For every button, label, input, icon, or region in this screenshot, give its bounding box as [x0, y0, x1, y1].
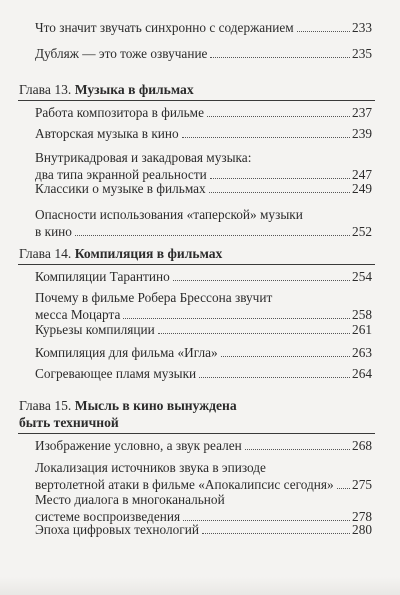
dot-leader — [210, 178, 350, 179]
chapter-number: Глава 13. — [19, 82, 72, 97]
entry-title-line: Внутрикадровая и закадровая музыка: — [35, 150, 252, 165]
toc-entry[interactable] — [35, 345, 372, 362]
entry-title-line: месса Моцарта — [35, 306, 121, 322]
page-number: 237 — [352, 105, 372, 120]
chapter-number: Глава 14. — [19, 246, 72, 261]
page-number: 249 — [352, 181, 372, 196]
entry-last-line — [35, 322, 372, 339]
toc-entry[interactable] — [35, 105, 372, 122]
entry-title-line: Локализация источников звука в эпизоде — [35, 460, 266, 475]
entry-last-line — [35, 269, 372, 286]
chapter-rule — [18, 433, 375, 434]
dot-leader — [75, 235, 350, 236]
entry-last-line — [35, 20, 372, 37]
chapter-heading — [19, 82, 374, 99]
toc-entry[interactable] — [35, 150, 372, 183]
toc-entry[interactable] — [35, 460, 372, 493]
toc-entry[interactable] — [35, 290, 372, 323]
entry-last-line — [35, 105, 372, 122]
entry-last-line — [35, 46, 372, 63]
toc-entry[interactable] — [35, 126, 372, 143]
dot-leader — [207, 116, 350, 117]
page-number: 239 — [352, 126, 372, 141]
dot-leader — [337, 488, 350, 489]
toc-entry[interactable] — [35, 366, 372, 383]
entry-title-line: Авторская музыка в кино — [35, 126, 179, 141]
toc-entry[interactable] — [35, 181, 372, 198]
dot-leader — [199, 377, 350, 378]
entry-title-line: Классики о музыке в фильмах — [35, 181, 206, 196]
page-bottom-shadow — [0, 577, 400, 595]
chapter-heading — [19, 398, 249, 431]
entry-last-line — [35, 345, 372, 362]
page-number: 258 — [352, 306, 372, 322]
toc-entry[interactable] — [35, 322, 372, 339]
entry-title-line: Опасности использования «таперской» музыки — [35, 207, 303, 222]
entry-title-line: Что значит звучать синхронно с содержанием — [35, 20, 294, 35]
page-number: 252 — [352, 223, 372, 239]
dot-leader — [210, 57, 350, 58]
entry-last-line — [35, 126, 372, 143]
entry-last-line — [35, 477, 372, 494]
dot-leader — [123, 318, 350, 319]
dot-leader — [297, 31, 350, 32]
toc-entry[interactable] — [35, 269, 372, 286]
entry-title-line: Согревающее пламя музыки — [35, 366, 197, 381]
page-number: 254 — [352, 269, 372, 284]
toc-entry[interactable] — [35, 46, 372, 63]
page-number: 235 — [352, 46, 372, 61]
chapter-rule — [18, 264, 375, 265]
dot-leader — [209, 192, 350, 193]
page-number: 261 — [352, 322, 372, 337]
chapter-title: Музыка в фильмах — [74, 82, 194, 97]
chapter-rule — [18, 100, 375, 101]
toc-entry[interactable] — [35, 207, 372, 240]
entry-title-line: системе воспроизведения — [35, 508, 181, 524]
chapter-title: Мысль в кино вынуждена быть техничной — [19, 398, 237, 430]
entry-title-line: два типа экранной реальности — [35, 166, 207, 182]
toc-entry[interactable] — [35, 522, 372, 539]
entry-last-line — [35, 307, 372, 324]
entry-title-line: Курьезы компиляции — [35, 322, 155, 337]
chapter-number: Глава 15. — [19, 398, 72, 413]
entry-title-line: Работа композитора в фильме — [35, 105, 204, 120]
entry-last-line — [35, 522, 372, 539]
entry-title-line: Дубляж — это тоже озвучание — [35, 46, 208, 61]
entry-title-line: Компиляции Тарантино — [35, 269, 170, 284]
dot-leader — [173, 280, 350, 281]
toc-entry[interactable] — [35, 20, 372, 37]
page-number: 275 — [352, 476, 372, 492]
dot-leader — [221, 356, 350, 357]
page-number: 263 — [352, 345, 372, 360]
page-number: 280 — [352, 522, 372, 537]
entry-last-line — [35, 438, 372, 455]
entry-last-line — [35, 181, 372, 198]
chapter-heading — [19, 246, 374, 263]
page-number: 233 — [352, 20, 372, 35]
toc-entry[interactable] — [35, 438, 372, 455]
dot-leader — [183, 520, 350, 521]
dot-leader — [245, 449, 350, 450]
entry-title-line: Эпоха цифровых технологий — [35, 522, 199, 537]
page-number: 278 — [352, 508, 372, 524]
entry-title-line: Почему в фильме Робера Брессона звучит — [35, 290, 273, 305]
page-number: 247 — [352, 166, 372, 182]
page-number: 268 — [352, 438, 372, 453]
entry-title-line: Место диалога в многоканальной — [35, 492, 225, 507]
dot-leader — [182, 137, 350, 138]
toc-entry[interactable] — [35, 492, 372, 525]
dot-leader — [202, 533, 350, 534]
page-number: 264 — [352, 366, 372, 381]
dot-leader — [158, 333, 350, 334]
entry-title-line: Изображение условно, а звук реален — [35, 438, 242, 453]
chapter-title: Компиляция в фильмах — [74, 246, 223, 261]
entry-last-line — [35, 366, 372, 383]
entry-last-line — [35, 224, 372, 241]
entry-title-line: Компиляция для фильма «Игла» — [35, 345, 218, 360]
entry-title-line: в кино — [35, 223, 72, 239]
entry-title-line: вертолетной атаки в фильме «Апокалипсис сегодня» — [35, 476, 334, 492]
